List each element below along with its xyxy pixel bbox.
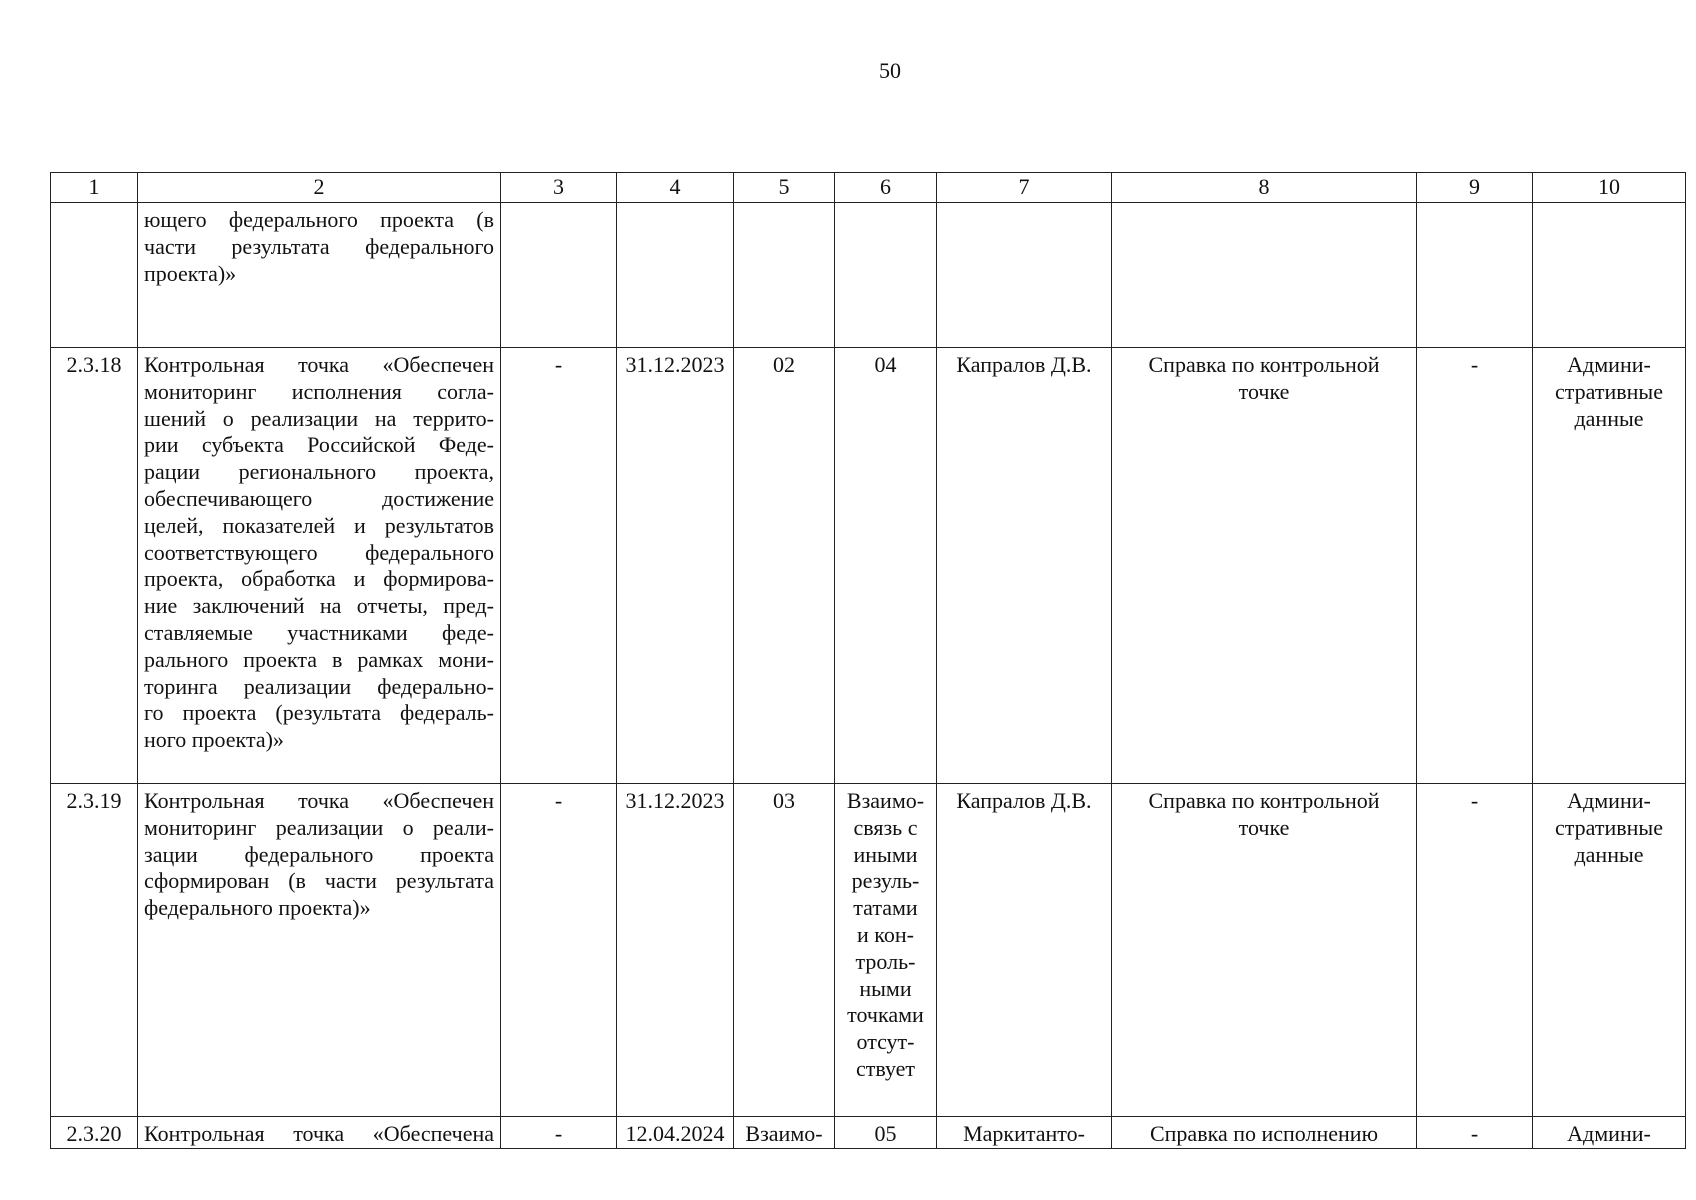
table-row — [51, 348, 1686, 784]
header-col-1: 1 — [51, 173, 138, 203]
description-line: Контрольная точка «Обеспечен — [144, 352, 494, 377]
cell-col9 — [1417, 203, 1533, 348]
col6-line: иными — [853, 841, 918, 867]
source-line: данные — [1574, 405, 1644, 431]
cell-col3: - — [501, 348, 617, 784]
cell-document — [1112, 348, 1417, 784]
cell-col9: - — [1417, 1117, 1533, 1149]
cell-col6 — [835, 348, 937, 784]
table-row-continuation — [51, 203, 1686, 348]
cell-date: 12.04.2024 — [617, 1117, 734, 1149]
description-line: зации федерального проекта — [144, 841, 494, 867]
description-line: проекта)» — [144, 260, 237, 286]
table-header-row — [51, 173, 1686, 203]
description-line: торинга реализации федерально- — [144, 673, 494, 699]
cell-source — [1533, 348, 1686, 784]
description-line: ние заключений на отчеты, пред- — [144, 593, 494, 619]
col6-line: ными — [859, 975, 912, 1001]
source-line: стративные — [1555, 814, 1663, 840]
description-line: рального проекта в рамках мони- — [144, 646, 494, 672]
cell-document — [1112, 784, 1417, 1117]
cell-date: 31.12.2023 — [617, 348, 734, 784]
cell-source — [1533, 784, 1686, 1117]
description-line: Контрольная точка «Обеспечен — [144, 788, 494, 813]
cell-col9: - — [1417, 348, 1533, 784]
col6-line: троль- — [855, 948, 916, 974]
description-line: Контрольная точка «Обеспечена — [144, 1121, 494, 1146]
cell-source — [1533, 1117, 1686, 1149]
cell-description — [138, 348, 501, 784]
cell-col5: 03 — [734, 784, 835, 1117]
cell-col6 — [835, 203, 937, 348]
description-line: го проекта (результата федераль- — [144, 700, 494, 726]
cell-num — [51, 203, 138, 348]
description-line: соответствующего федерального — [144, 539, 494, 565]
col6-line: отсут- — [856, 1029, 915, 1055]
document-line: Справка по контрольной — [1148, 788, 1380, 813]
description-line: рии субъекта Российской Феде- — [144, 432, 494, 458]
cell-col3 — [501, 203, 617, 348]
document-line: Справка по контрольной — [1148, 352, 1380, 377]
control-points-table — [50, 172, 1686, 1149]
description-line: ного проекта)» — [144, 727, 284, 753]
cell-responsible: Капралов Д.В. — [937, 784, 1112, 1117]
cell-num: 2.3.20 — [51, 1117, 138, 1149]
description-line: целей, показателей и результатов — [144, 512, 494, 538]
cell-col4 — [617, 203, 734, 348]
col6-line: резуль- — [851, 868, 920, 894]
description-line: мониторинг исполнения согла- — [144, 378, 494, 404]
source-line: Админи- — [1567, 1121, 1651, 1146]
cell-num: 2.3.18 — [51, 348, 138, 784]
description-line: шений о реализации на террито- — [144, 405, 494, 431]
cell-description — [138, 784, 501, 1117]
header-col-7: 7 — [937, 173, 1112, 203]
source-line: Админи- — [1567, 788, 1651, 813]
cell-responsible: Маркитанто- — [937, 1117, 1112, 1149]
document-line: точке — [1238, 378, 1290, 404]
col6-line: Взаимо- — [846, 788, 925, 813]
header-col-10: 10 — [1533, 173, 1686, 203]
cell-col5: 02 — [734, 348, 835, 784]
cell-col8 — [1112, 203, 1417, 348]
source-line: данные — [1574, 841, 1644, 867]
cell-col5 — [734, 203, 835, 348]
header-col-3: 3 — [501, 173, 617, 203]
header-col-2: 2 — [138, 173, 501, 203]
col6-line: связь с — [853, 814, 918, 840]
header-col-8: 8 — [1112, 173, 1417, 203]
description-line: мониторинг реализации о реали- — [144, 814, 494, 840]
table-row — [51, 1117, 1686, 1149]
document-line: Справка по исполнению — [1149, 1121, 1378, 1146]
description-line: обеспечивающего достижение — [144, 485, 494, 511]
header-col-9: 9 — [1417, 173, 1533, 203]
col6-line: татами — [853, 895, 918, 921]
document-line: точке — [1238, 814, 1290, 840]
description-line: ставляемые участниками феде- — [144, 619, 494, 645]
header-col-6: 6 — [835, 173, 937, 203]
cell-col7 — [937, 203, 1112, 348]
description-line: части результата федерального — [144, 233, 494, 259]
source-line: Админи- — [1567, 352, 1651, 377]
col6-line: ствует — [855, 1055, 916, 1081]
cell-description — [138, 203, 501, 348]
col6-line: 05 — [874, 1121, 897, 1146]
description-line: ющего федерального проекта (в — [144, 207, 494, 232]
col6-line: точками — [847, 1002, 924, 1028]
cell-col3: - — [501, 784, 617, 1117]
cell-col10 — [1533, 203, 1686, 348]
col6-line: 04 — [874, 352, 897, 377]
description-line: рации регионального проекта, — [144, 459, 494, 485]
cell-col6 — [835, 784, 937, 1117]
description-line: проекта, обработка и формирова- — [144, 566, 494, 592]
description-line: федерального проекта)» — [144, 895, 371, 921]
cell-description — [138, 1117, 501, 1149]
cell-responsible: Капралов Д.В. — [937, 348, 1112, 784]
page-number: 50 — [879, 58, 901, 83]
header-col-4: 4 — [617, 173, 734, 203]
cell-col9: - — [1417, 784, 1533, 1117]
col6-line: и кон- — [857, 921, 914, 947]
cell-num: 2.3.19 — [51, 784, 138, 1117]
cell-document — [1112, 1117, 1417, 1149]
table-row — [51, 784, 1686, 1117]
cell-date: 31.12.2023 — [617, 784, 734, 1117]
cell-col3: - — [501, 1117, 617, 1149]
header-col-5: 5 — [734, 173, 835, 203]
source-line: стративные — [1555, 378, 1663, 404]
description-line: сформирован (в части результата — [144, 868, 494, 894]
cell-col6 — [835, 1117, 937, 1149]
cell-col5: Взаимо- — [734, 1117, 835, 1149]
